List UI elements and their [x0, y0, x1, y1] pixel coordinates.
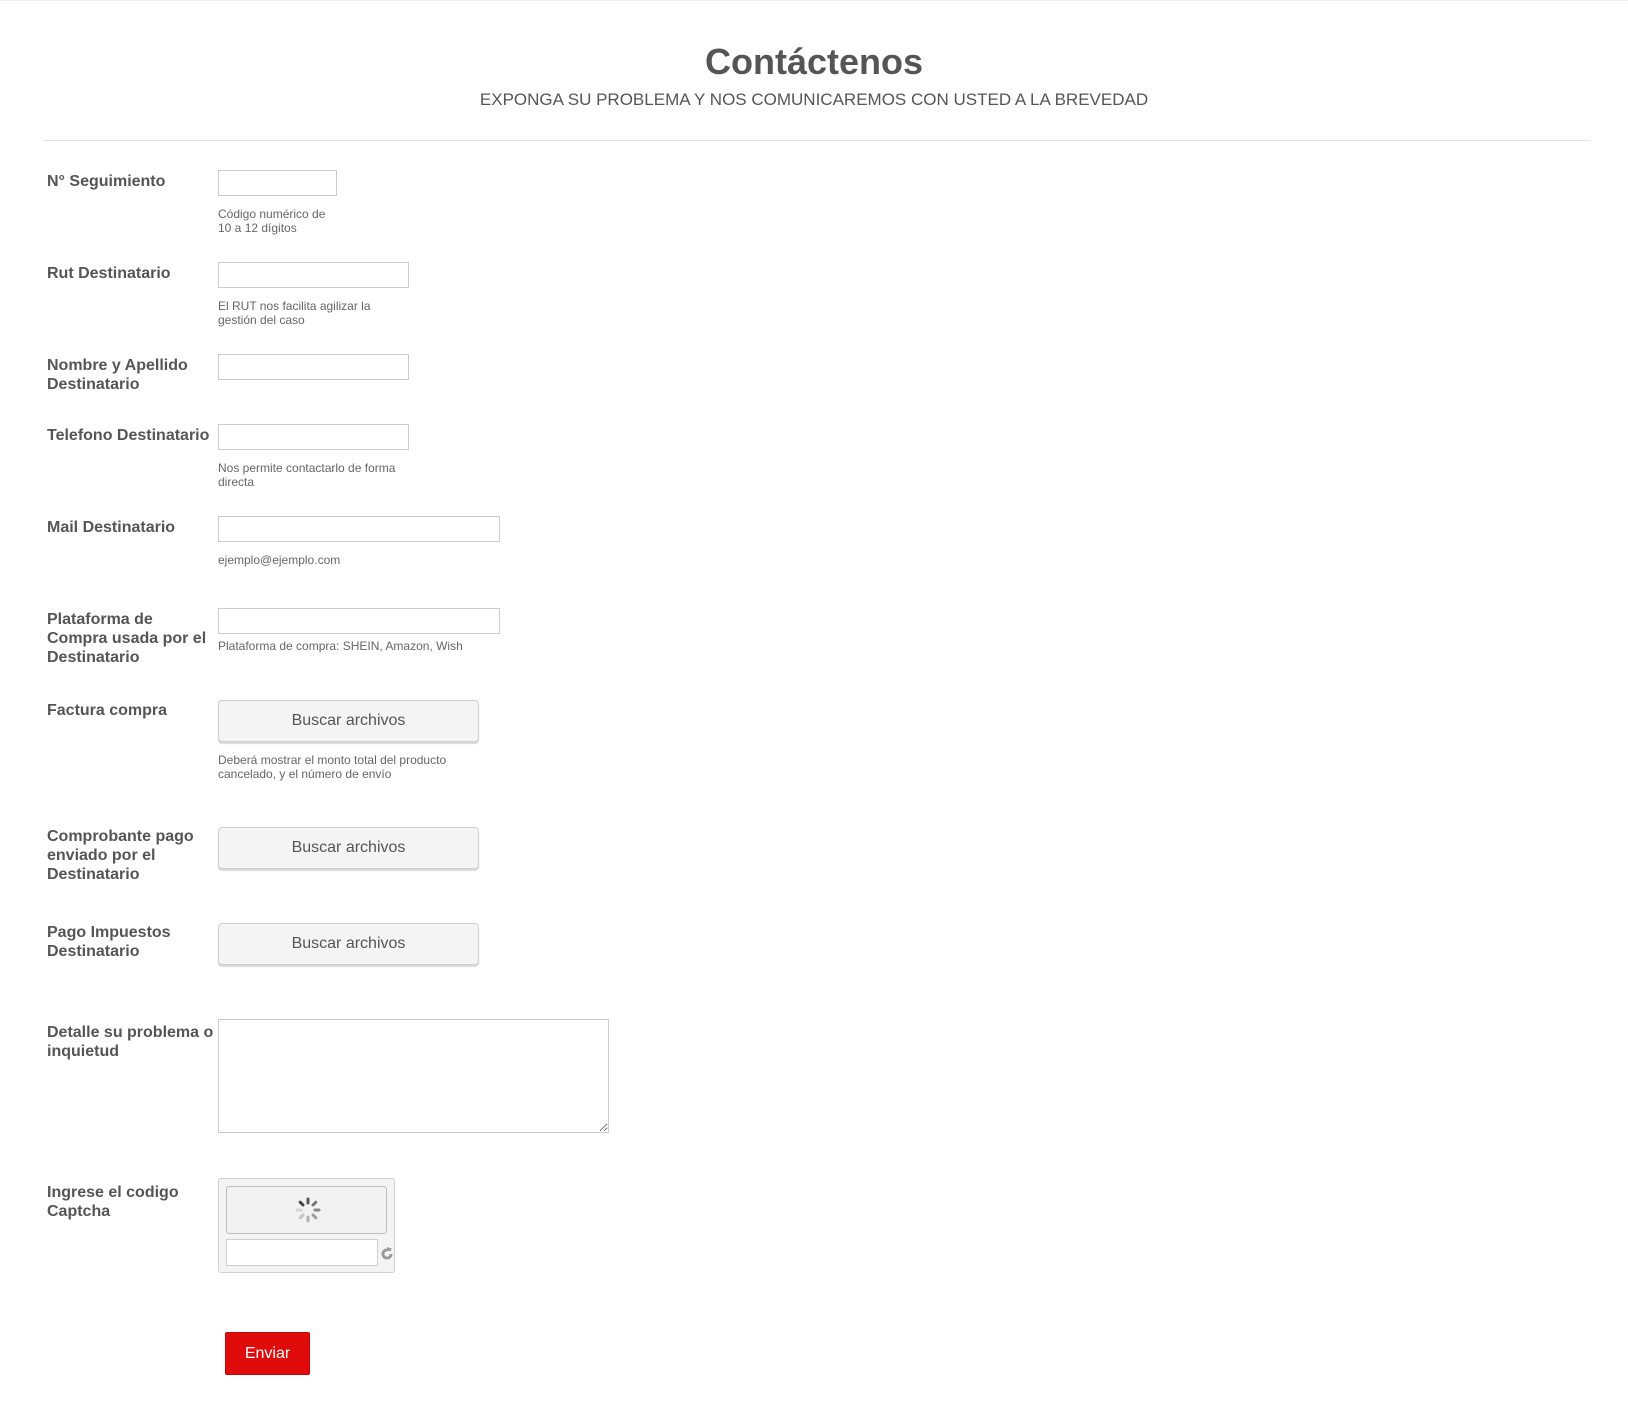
invoice-hint: Deberá mostrar el monto total del producto cancelado, y el número de envío — [218, 753, 447, 781]
payment-proof-browse-button[interactable]: Buscar archivos — [218, 827, 479, 869]
invoice-browse-button[interactable]: Buscar archivos — [218, 700, 479, 742]
top-border — [0, 0, 1628, 1]
recipient-email-control — [218, 516, 500, 567]
tracking-number-control — [218, 170, 337, 235]
recipient-name-label: Nombre y Apellido Destinatario — [47, 357, 188, 393]
captcha-widget — [218, 1178, 395, 1273]
tax-payment-browse-button[interactable]: Buscar archivos — [218, 923, 479, 965]
recipient-phone-control — [218, 424, 409, 489]
tracking-number-label: N° Seguimiento — [47, 173, 166, 190]
refresh-icon[interactable] — [380, 1245, 394, 1261]
tax-payment-control — [218, 923, 479, 965]
tracking-number-hint: Código numérico de 10 a 12 dígitos — [218, 207, 326, 235]
captcha-input[interactable] — [226, 1239, 378, 1266]
captcha-control — [218, 1178, 395, 1273]
purchase-platform-label: Plataforma de Compra usada por el Destinatario — [47, 611, 207, 666]
payment-proof-label: Comprobante pago enviado por el Destinatario — [47, 828, 194, 883]
purchase-platform-hint: Plataforma de compra: SHEIN, Amazon, Wish — [218, 639, 463, 653]
rut-hint: El RUT nos facilita agilizar la gestión del caso — [218, 299, 371, 327]
recipient-email-input[interactable] — [218, 516, 500, 542]
captcha-image — [226, 1186, 387, 1234]
recipient-phone-input[interactable] — [218, 424, 409, 450]
purchase-platform-input[interactable] — [218, 608, 500, 634]
problem-detail-control — [218, 1019, 609, 1133]
invoice-label: Factura compra — [47, 702, 168, 719]
submit-button[interactable]: Enviar — [225, 1332, 310, 1375]
page-subtitle: EXPONGA SU PROBLEMA Y NOS COMUNICAREMOS CON USTED A LA BREVEDAD — [479, 90, 1149, 109]
problem-detail-label: Detalle su problema o inquietud — [47, 1024, 214, 1060]
recipient-name-control — [218, 354, 409, 380]
form-header — [0, 40, 1628, 110]
recipient-email-hint: ejemplo@ejemplo.com — [218, 553, 341, 567]
rut-control — [218, 262, 409, 327]
spinner-icon — [295, 1197, 321, 1223]
recipient-name-input[interactable] — [218, 354, 409, 380]
payment-proof-control — [218, 827, 479, 869]
invoice-control — [218, 700, 479, 781]
rut-input[interactable] — [218, 262, 409, 288]
tracking-number-input[interactable] — [218, 170, 337, 196]
captcha-label: Ingrese el codigo Captcha — [47, 1184, 179, 1220]
tax-payment-label: Pago Impuestos Destinatario — [47, 924, 171, 960]
rut-label: Rut Destinatario — [47, 265, 171, 282]
header-divider — [43, 140, 1591, 141]
recipient-phone-hint: Nos permite contactarlo de forma directa — [218, 461, 396, 489]
page-title: Contáctenos — [704, 41, 924, 82]
purchase-platform-control — [218, 608, 500, 653]
problem-detail-textarea[interactable] — [218, 1019, 609, 1133]
recipient-email-label: Mail Destinatario — [47, 519, 176, 536]
recipient-phone-label: Telefono Destinatario — [47, 427, 210, 444]
